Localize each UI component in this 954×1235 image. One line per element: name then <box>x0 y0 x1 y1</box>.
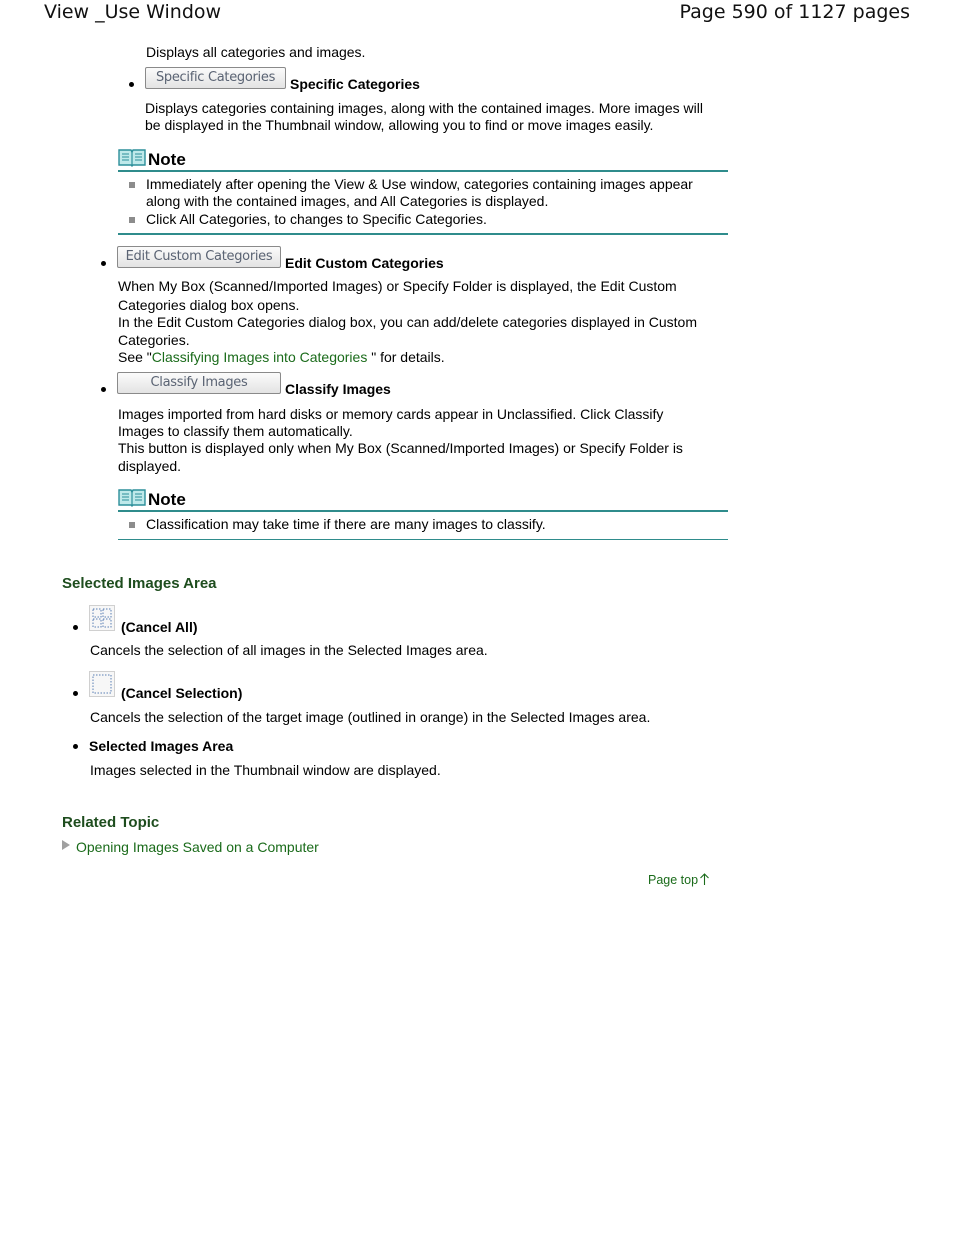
note-title: Note <box>148 150 186 169</box>
classify-images-button[interactable]: Classify Images <box>117 372 281 394</box>
section-title-related-topic: Related Topic <box>62 814 160 831</box>
bullet <box>73 625 78 630</box>
cancel-all-description: Cancels the selection of all images in the Selected Images area. <box>90 642 488 658</box>
all-categories-description: Displays all categories and images. <box>146 44 366 60</box>
selected-images-area-description: Images selected in the Thumbnail window are displayed. <box>90 762 441 778</box>
edit-custom-categories-button[interactable]: Edit Custom Categories <box>117 246 281 268</box>
note-bullet <box>129 217 135 223</box>
edit-see-details <box>118 349 445 367</box>
edit-custom-categories-title: Edit Custom Categories <box>285 255 444 271</box>
edit-desc-line2: Categories dialog box opens. <box>118 297 300 313</box>
specific-categories-desc-2: be displayed in the Thumbnail window, allowing you to find or move images easily. <box>145 117 654 133</box>
book-icon <box>118 487 146 507</box>
note-bottom-rule <box>118 233 728 235</box>
specific-categories-title: Specific Categories <box>290 76 420 92</box>
section-title-selected-images-area: Selected Images Area <box>62 575 217 592</box>
note-top-rule <box>118 510 728 512</box>
classifying-images-link[interactable]: Classifying Images into Categories <box>151 349 368 365</box>
note1-item1-line2: along with the contained images, and All Categories is displayed. <box>146 193 549 209</box>
triangle-right-icon <box>62 840 70 850</box>
classify-desc-line2: Images to classify them automatically. <box>118 423 353 439</box>
opening-images-link[interactable]: Opening Images Saved on a Computer <box>76 839 319 855</box>
selected-images-area-title: Selected Images Area <box>89 738 234 754</box>
edit-desc-line3: In the Edit Custom Categories dialog box, you can add/delete categories displayed in Custom <box>118 314 698 330</box>
classify-desc-line4: displayed. <box>118 458 182 474</box>
note-bullet <box>129 522 135 528</box>
cancel-selection-icon[interactable] <box>89 671 115 697</box>
classify-desc-line3: This button is displayed only when My Box (Scanned/Imported Images) or Specify Folder is <box>118 440 683 456</box>
classify-desc-line1: Images imported from hard disks or memory cards appear in Unclassified. Click Classify <box>118 406 664 422</box>
bullet <box>73 691 78 696</box>
cancel-all-title: (Cancel All) <box>121 619 198 635</box>
arrow-up-icon <box>699 873 710 886</box>
specific-categories-desc-1: Displays categories containing images, along with the contained images. More images will <box>145 100 703 116</box>
page-top-link[interactable] <box>648 873 710 887</box>
see-suffix: " for details. <box>367 349 445 365</box>
note1-item2: Click All Categories, to changes to Specific Categories. <box>146 211 487 227</box>
bullet <box>101 261 106 266</box>
page-header-title: View _Use Window <box>44 1 222 23</box>
specific-categories-button[interactable]: Specific Categories <box>145 67 286 89</box>
cancel-selection-title: (Cancel Selection) <box>121 685 243 701</box>
note-top-rule <box>118 170 728 172</box>
bullet <box>101 387 106 392</box>
note1-item1-line1: Immediately after opening the View & Use window, categories containing images appear <box>146 176 693 192</box>
edit-desc-line1: When My Box (Scanned/Imported Images) or Specify Folder is displayed, the Edit Custom <box>118 278 677 294</box>
note-bottom-rule <box>118 539 728 540</box>
note2-item1: Classification may take time if there are many images to classify. <box>146 516 546 532</box>
bullet <box>73 744 78 749</box>
see-prefix: See " <box>118 349 152 365</box>
note-title: Note <box>148 490 186 509</box>
page-header-page-info: Page 590 of 1127 pages <box>679 1 910 23</box>
page-top-label: Page top <box>648 873 699 887</box>
cancel-all-icon[interactable] <box>89 605 115 631</box>
note-bullet <box>129 182 135 188</box>
book-icon <box>118 147 146 167</box>
classify-images-title: Classify Images <box>285 381 391 397</box>
bullet <box>129 82 134 87</box>
cancel-selection-description: Cancels the selection of the target image (outlined in orange) in the Selected Images area. <box>90 709 651 725</box>
edit-desc-line4: Categories. <box>118 332 190 348</box>
